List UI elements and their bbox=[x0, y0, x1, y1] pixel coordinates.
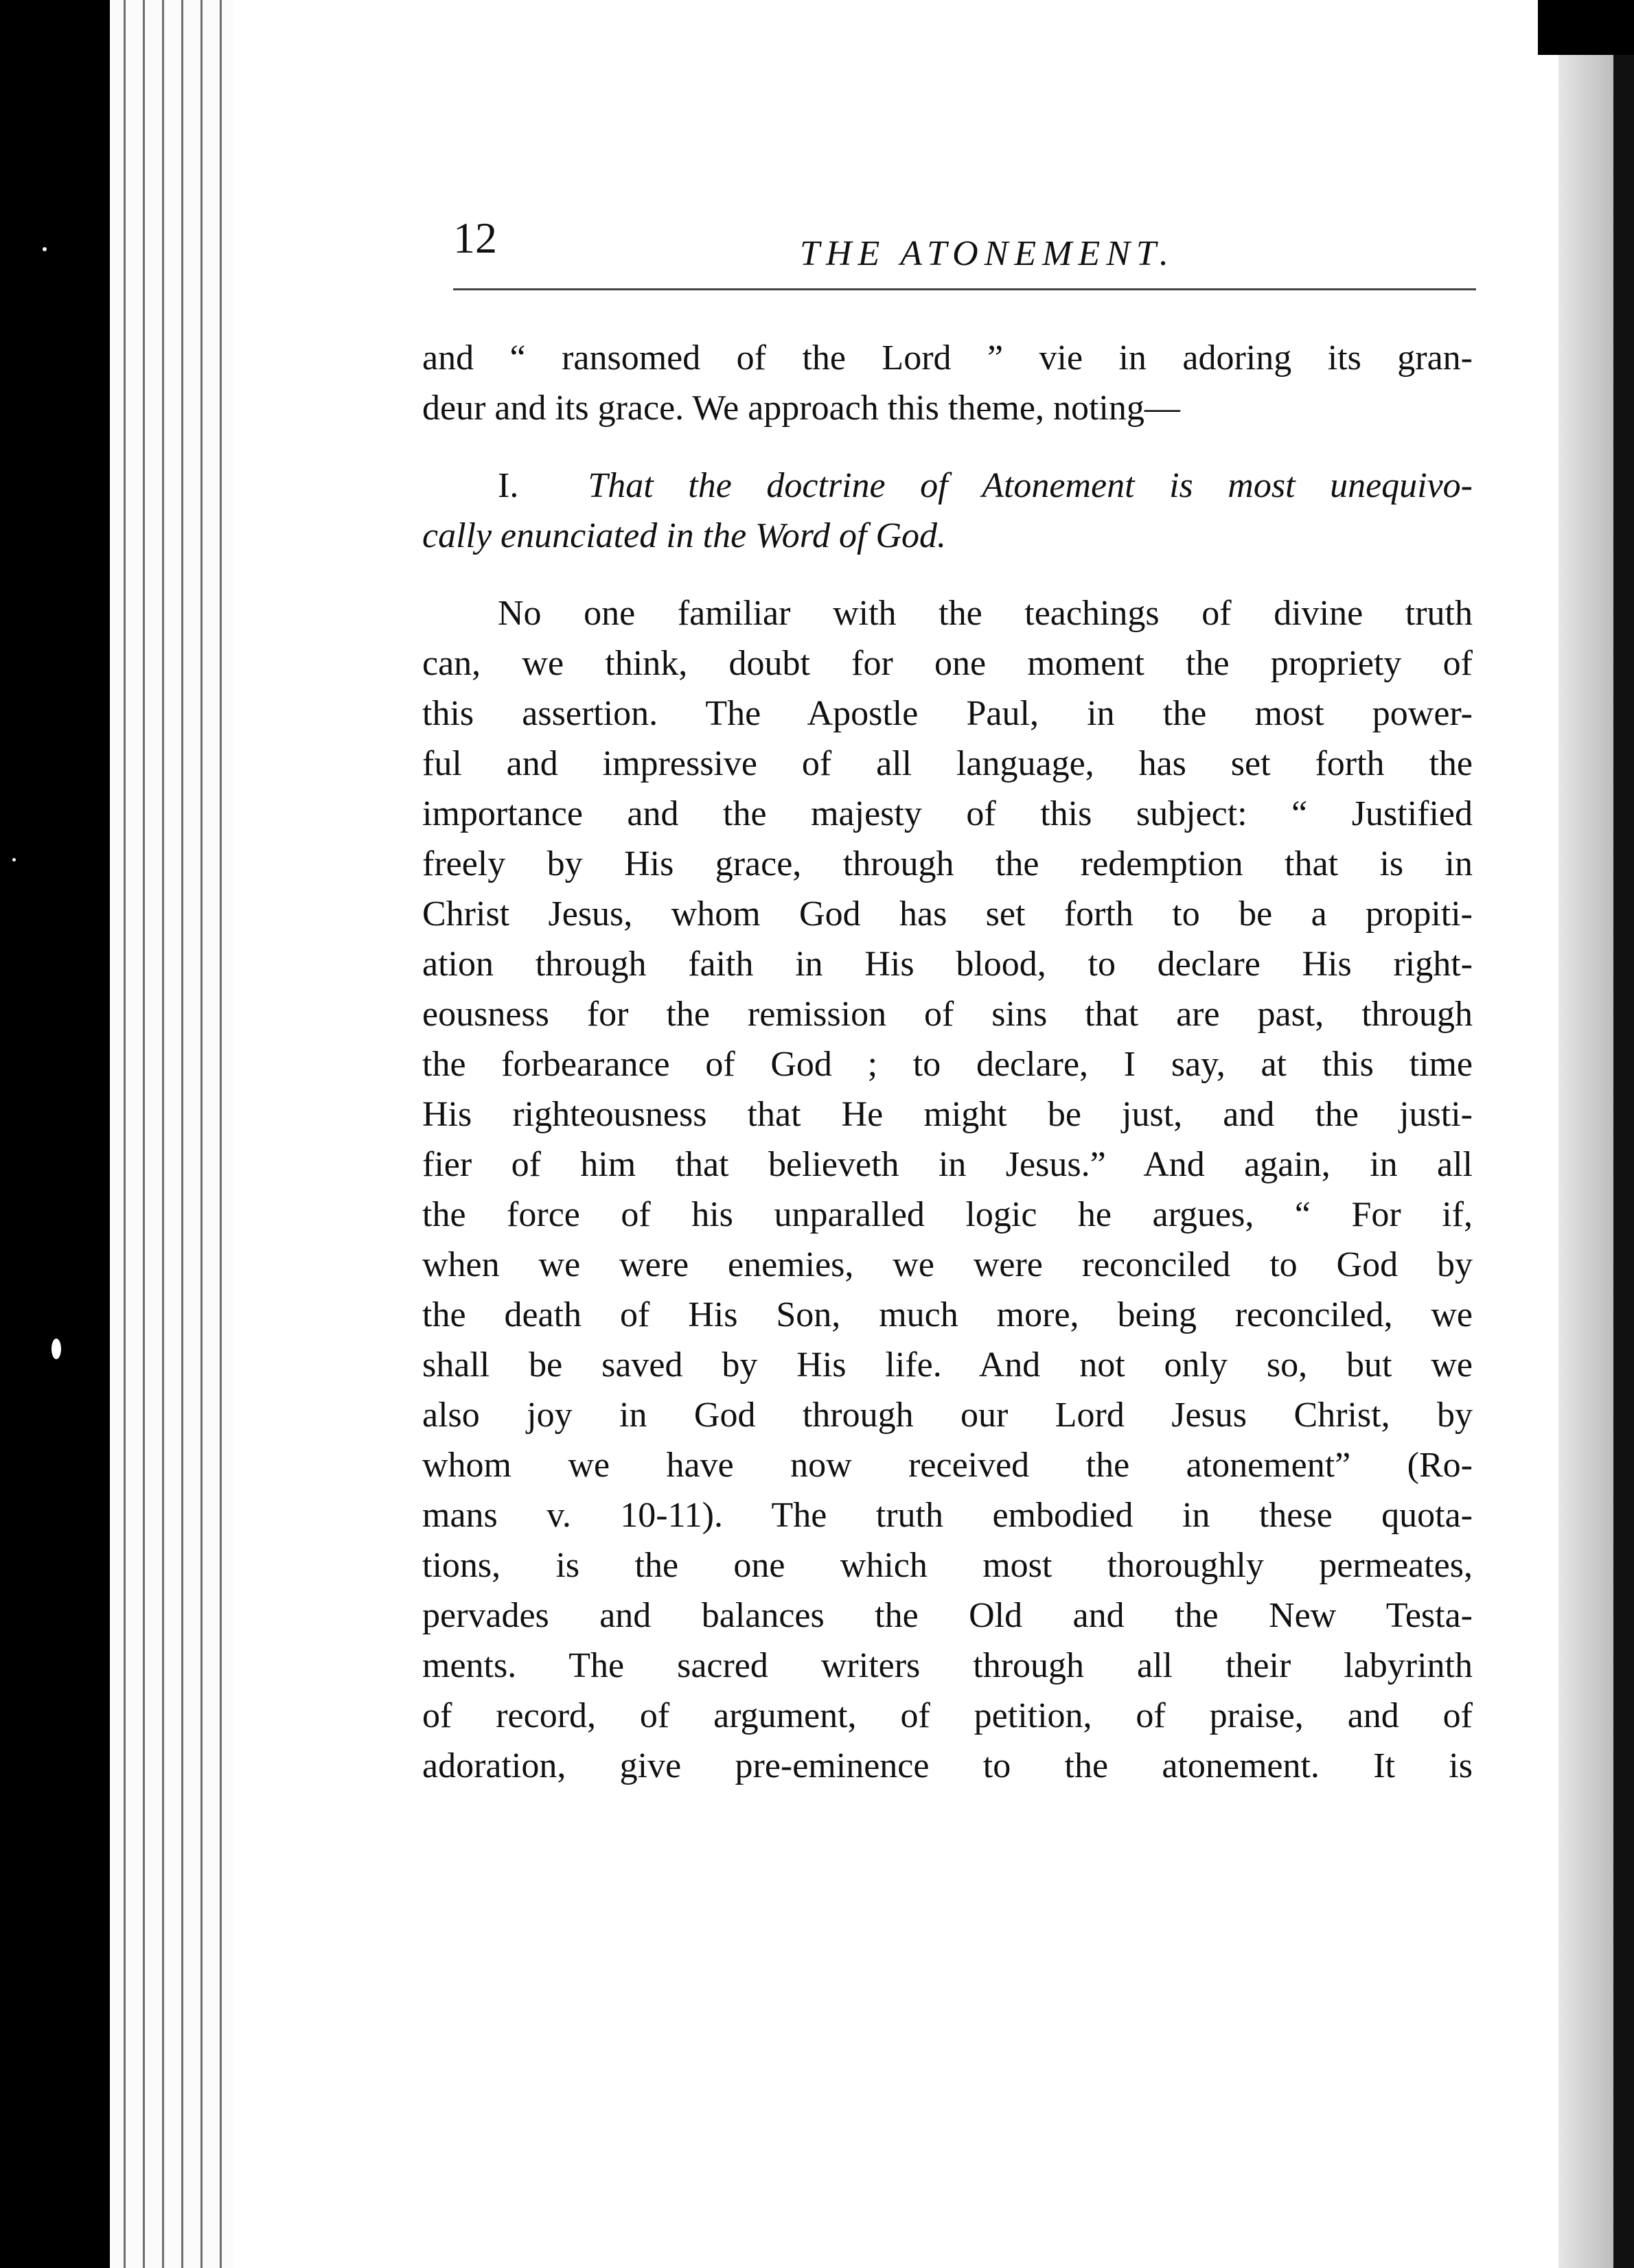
text-line: ation through faith in His blood, to declare His right- bbox=[422, 945, 1473, 984]
running-header bbox=[453, 206, 1476, 281]
heading-line: cally enunciated in the Word of God. bbox=[422, 516, 947, 555]
text-line: also joy in God through our Lord Jesus Christ, by bbox=[422, 1396, 1473, 1435]
edge-line bbox=[124, 0, 126, 2268]
heading-numeral: I. bbox=[498, 466, 519, 505]
page-number: 12 bbox=[453, 213, 497, 262]
paragraph-body bbox=[422, 588, 1473, 1791]
running-title: THE ATONEMENT. bbox=[800, 234, 1175, 273]
text-line: the forbearance of God ; to declare, I say, at this time bbox=[422, 1045, 1473, 1084]
text-line: when we were enemies, we were reconciled to God by bbox=[422, 1245, 1473, 1284]
text-line: adoration, give pre-eminence to the atonement. It is bbox=[422, 1746, 1473, 1785]
scan-border-top bbox=[1538, 0, 1634, 55]
text-line: freely by His grace, through the redemption that is in bbox=[422, 844, 1473, 883]
speck bbox=[43, 247, 47, 251]
text-line: tions, is the one which most thoroughly permeates, bbox=[422, 1546, 1473, 1585]
text-line: fier of him that believeth in Jesus.” And again, in all bbox=[422, 1145, 1473, 1184]
text-line: shall be saved by His life. And not only so, but we bbox=[422, 1345, 1473, 1385]
paragraph-continuation bbox=[422, 333, 1473, 433]
text-line: the force of his unparalled logic he argues, “ For if, bbox=[422, 1195, 1473, 1234]
text-line: eousness for the remission of sins that are past, through bbox=[422, 995, 1473, 1034]
text-line: No one familiar with the teachings of divine truth bbox=[498, 594, 1473, 633]
heading-text: That the doctrine of Atonement is most unequivo- bbox=[588, 466, 1473, 505]
text-line: the death of His Son, much more, being reconciled, we bbox=[422, 1295, 1473, 1334]
edge-line bbox=[162, 0, 164, 2268]
speck bbox=[12, 858, 16, 861]
text-line: this assertion. The Apostle Paul, in the most power- bbox=[422, 694, 1473, 733]
text-line: importance and the majesty of this subject: “ Justified bbox=[422, 794, 1473, 833]
page-edges bbox=[110, 0, 254, 2268]
text-line: His righteousness that He might be just, and the justi- bbox=[422, 1095, 1473, 1134]
speck bbox=[51, 1339, 61, 1359]
text-line: can, we think, doubt for one moment the propriety of bbox=[422, 644, 1473, 683]
edge-line bbox=[220, 0, 222, 2268]
text-line: Christ Jesus, whom God has set forth to be a propiti- bbox=[422, 894, 1473, 934]
heading-line bbox=[422, 461, 1473, 511]
text-line: ful and impressive of all language, has set forth the bbox=[422, 744, 1473, 783]
body-text bbox=[422, 333, 1473, 1791]
edge-line bbox=[143, 0, 145, 2268]
header-rule bbox=[453, 288, 1476, 290]
text-line: pervades and balances the Old and the New Testa- bbox=[422, 1596, 1473, 1635]
edge-line bbox=[181, 0, 183, 2268]
text-line: mans v. 10-11). The truth embodied in these quota- bbox=[422, 1496, 1473, 1535]
scan-border bbox=[1613, 0, 1634, 2268]
facing-page-edge bbox=[1558, 48, 1613, 2268]
edge-line bbox=[200, 0, 203, 2268]
text-line: and “ ransomed of the Lord ” vie in adoring its gran- bbox=[422, 338, 1473, 378]
text-line: ments. The sacred writers through all their labyrinth bbox=[422, 1646, 1473, 1685]
text-line: whom we have now received the atonement” (Ro- bbox=[422, 1446, 1473, 1485]
text-line: deur and its grace. We approach this theme, noting— bbox=[422, 389, 1180, 428]
text-line: of record, of argument, of petition, of praise, and of bbox=[422, 1696, 1473, 1735]
section-heading bbox=[422, 461, 1473, 561]
